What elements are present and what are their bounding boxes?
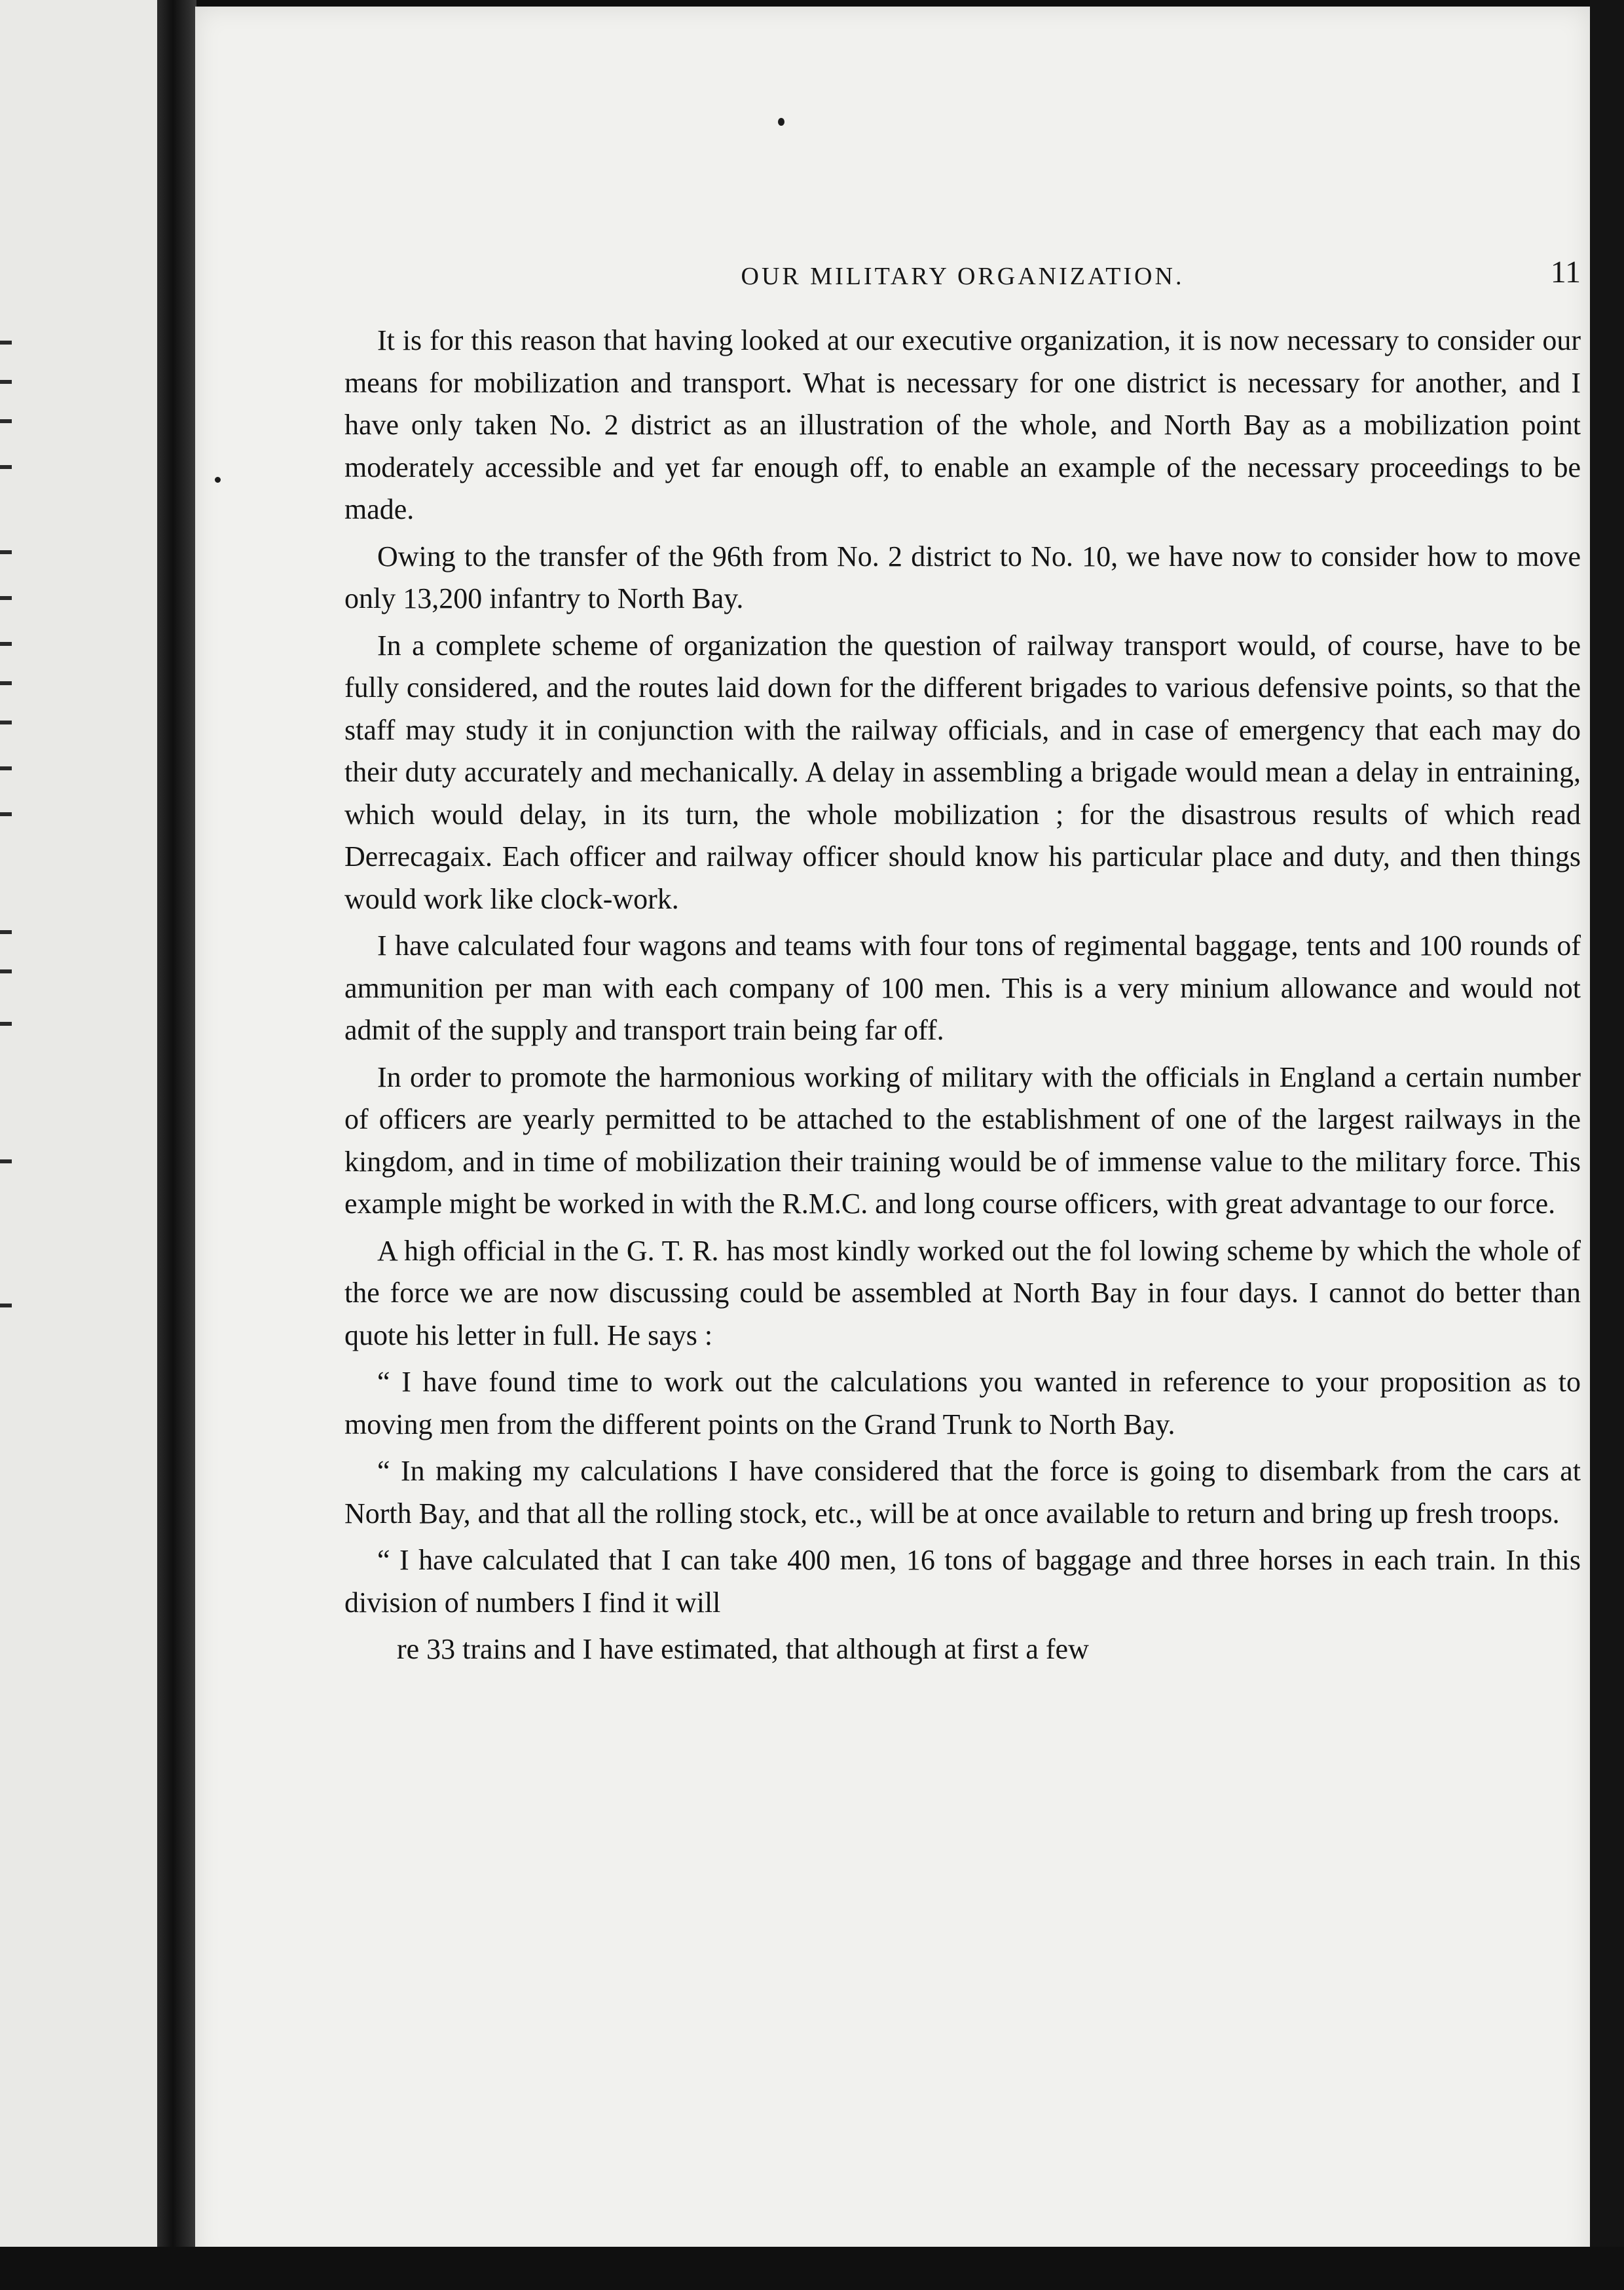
body-text bbox=[344, 320, 1581, 1676]
quoted-paragraph: “ I have found time to work out the calculations you wanted in reference to your proposition as to moving men from the different points on the Grand Trunk to North Bay. bbox=[344, 1366, 1581, 1440]
edge-mark bbox=[0, 969, 12, 973]
edge-mark bbox=[0, 550, 12, 554]
edge-mark bbox=[0, 419, 12, 423]
edge-mark bbox=[0, 380, 12, 384]
print-speck bbox=[778, 118, 784, 126]
page-header bbox=[344, 254, 1581, 300]
page-number: 11 bbox=[1550, 255, 1581, 290]
paragraph: I have calculated four wagons and teams with four tons of regimental baggage, tents and 100 rounds of ammunition per man with each company of 100 men. This is a very minium allowance and would not admit of the supply and transport train being far off. bbox=[344, 929, 1581, 1046]
edge-mark bbox=[0, 766, 12, 770]
edge-mark bbox=[0, 642, 12, 646]
book-gutter bbox=[157, 0, 196, 2290]
edge-mark bbox=[0, 681, 12, 685]
quoted-paragraph: “ In making my calculations I have considered that the force is going to disembark from the cars at North Bay, and that all the rolling stock, etc., will be at once available to return and bring up fresh troops. bbox=[344, 1455, 1581, 1530]
book-page bbox=[195, 7, 1590, 2266]
edge-mark bbox=[0, 721, 12, 724]
quoted-paragraph: “ I have calculated that I can take 400 men, 16 tons of baggage and three horses in each train. In this division of numbers I find it will bbox=[344, 1544, 1581, 1619]
edge-mark bbox=[0, 596, 12, 600]
edge-mark bbox=[0, 1304, 12, 1307]
edge-mark bbox=[0, 465, 12, 469]
edge-mark bbox=[0, 1159, 12, 1163]
paragraph: It is for this reason that having looked at our executive organization, it is now necessary to consider our means for mobilization and transport. What is necessary for one district is necessary for another, and I have only taken No. 2 district as an illustration of the whole, and North Bay as a mobilization point moderately accessible and yet far enough off, to enable an example of the necessary proceedings to be made. bbox=[344, 324, 1581, 525]
edge-mark bbox=[0, 930, 12, 934]
running-title: OUR MILITARY ORGANIZATION. bbox=[741, 263, 1185, 290]
paragraph: A high official in the G. T. R. has most kindly worked out the fol lowing scheme by which the whole of the force we are now discussing could be assembled at North Bay in four days. I cannot do better than quote his letter in full. He says : bbox=[344, 1234, 1581, 1351]
print-speck bbox=[215, 477, 221, 483]
scan-right-border bbox=[1590, 0, 1624, 2290]
paragraph: In order to promote the harmonious working of military with the officials in England a certain number of officers are yearly permitted to be attached to the establishment of one of the largest railways in the kingdom, and in time of mobilization their training would be of immense value to the military force. This example might be worked in with the R.M.C. and long course officers, with great advantage to our force. bbox=[344, 1061, 1581, 1220]
edge-mark bbox=[0, 812, 12, 816]
paragraph: Owing to the transfer of the 96th from No. 2 district to No. 10, we have now to consider how to move only 13,200 infantry to North Bay. bbox=[344, 540, 1581, 614]
edge-mark bbox=[0, 1022, 12, 1026]
paragraph: In a complete scheme of organization the question of railway transport would, of course, have to be fully considered, and the routes laid down for the different brigades to various defensive points, so that the staff may study it in conjunction with the railway officials, and in case of emergency that each may do their duty accurately and mechanically. A delay in assembling a brigade would mean a delay in entraining, which would delay, in its turn, the whole mobilization ; for the disastrous results of which read Derrecagaix. Each officer and railway officer should know his particular place and duty, and then things would work like clock-work. bbox=[344, 629, 1581, 915]
edge-mark bbox=[0, 341, 12, 345]
truncated-last-line: re 33 trains and I have estimated, that although at first a few bbox=[397, 1633, 1089, 1665]
scan-bottom-border bbox=[0, 2247, 1624, 2290]
